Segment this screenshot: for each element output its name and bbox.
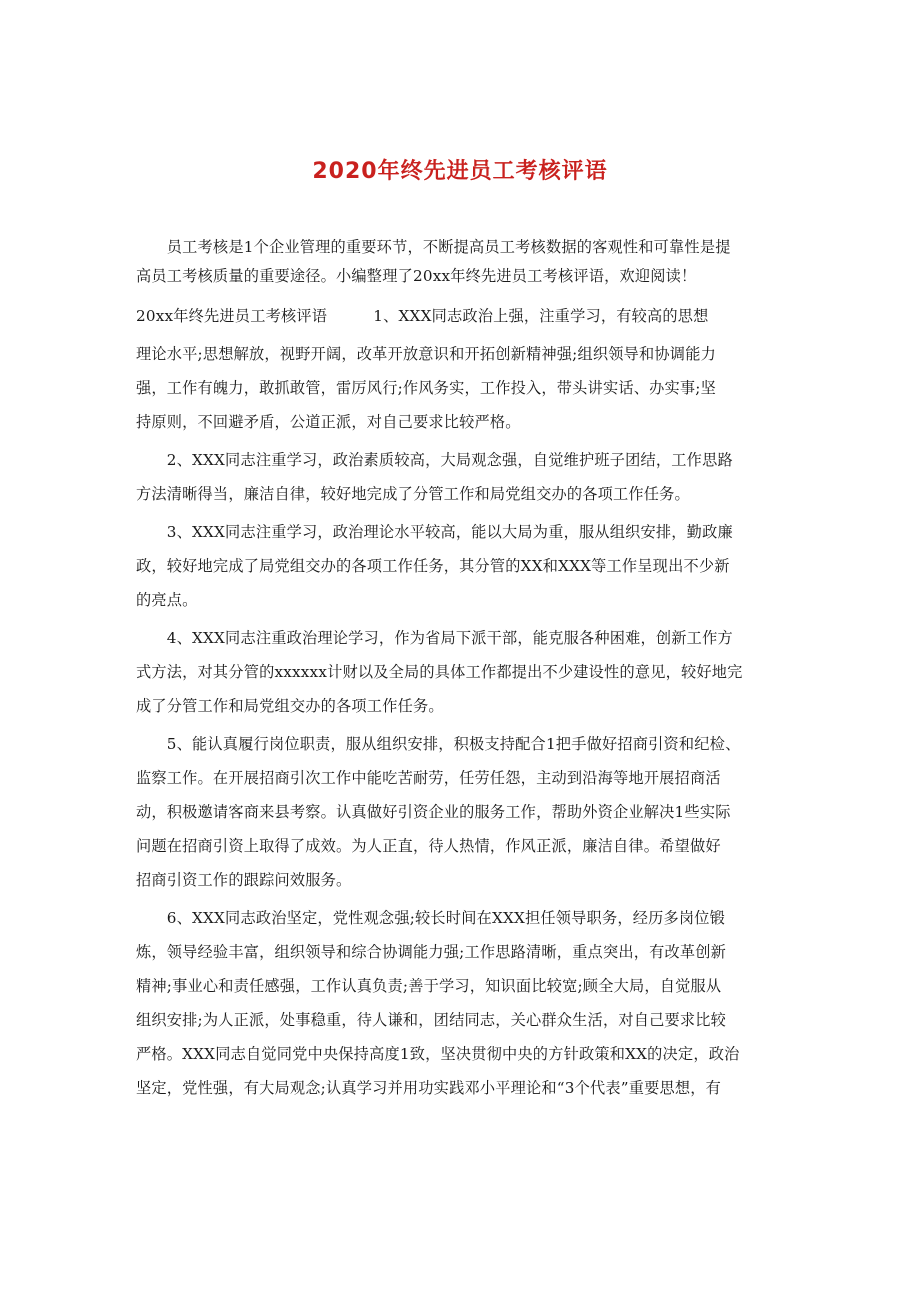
text-line: 组织安排;为人正派，处事稳重，待人谦和，团结同志，关心群众生活，对自己要求比较 bbox=[136, 1011, 727, 1029]
text-line: 精神;事业心和责任感强，工作认真负责;善于学习，知识面比较宽;顾全大局，自觉服从 bbox=[136, 977, 722, 995]
text-line: 2、XXX同志注重学习，政治素质较高，大局观念强，自觉维护班子团结，工作思路 bbox=[136, 451, 733, 469]
text-line: 持原则，不回避矛盾，公道正派，对自己要求比较严格。 bbox=[136, 413, 521, 431]
text-line: 招商引资工作的跟踪问效服务。 bbox=[136, 871, 352, 889]
text-line: 员工考核是1个企业管理的重要环节，不断提高员工考核数据的客观性和可靠性是提 bbox=[136, 238, 731, 256]
text-line: 4、XXX同志注重政治理论学习，作为省局下派干部，能克服各种困难，创新工作方 bbox=[136, 629, 733, 647]
text-line: 问题在招商引资上取得了成效。为人正直，待人热情，作风正派，廉洁自律。希望做好 bbox=[136, 837, 721, 855]
text-line: 强，工作有魄力，敢抓敢管，雷厉风行;作风务实，工作投入，带头讲实话、办实事;坚 bbox=[136, 379, 716, 397]
text-line: 动，积极邀请客商来县考察。认真做好引资企业的服务工作，帮助外资企业解决1些实际 bbox=[136, 803, 731, 821]
text-line: 成了分管工作和局党组交办的各项工作任务。 bbox=[136, 697, 444, 715]
text-line: 式方法，对其分管的xxxxxx计财以及全局的具体工作都提出不少建设性的意见，较好地完 bbox=[136, 663, 743, 681]
text-line: 的亮点。 bbox=[136, 591, 198, 609]
text-line: 坚定，党性强，有大局观念;认真学习并用功实践邓小平理论和“3个代表”重要思想，有 bbox=[136, 1079, 722, 1097]
text-line: 方法清晰得当，廉洁自律，较好地完成了分管工作和局党组交办的各项工作任务。 bbox=[136, 485, 690, 503]
text-line: 6、XXX同志政治坚定，党性观念强;较长时间在XXX担任领导职务，经历多岗位锻 bbox=[136, 909, 726, 927]
text-line: 政，较好地完成了局党组交办的各项工作任务，其分管的XX和XXX等工作呈现出不少新 bbox=[136, 557, 730, 575]
document-title: 2020年终先进员工考核评语 bbox=[312, 159, 608, 184]
text-line: 3、XXX同志注重学习，政治理论水平较高，能以大局为重，服从组织安排，勤政廉 bbox=[136, 523, 733, 541]
text-line: 监察工作。在开展招商引次工作中能吃苦耐劳，任劳任怨，主动到沿海等地开展招商活 bbox=[136, 769, 721, 787]
text-line: 高员工考核质量的重要途径。小编整理了20xx年终先进员工考核评语，欢迎阅读！ bbox=[136, 267, 697, 285]
text-line: 5、能认真履行岗位职责，服从组织安排，积极支持配合1把手做好招商引资和纪检、 bbox=[136, 735, 741, 753]
text-line: 炼，领导经验丰富，组织领导和综合协调能力强;工作思路清晰，重点突出，有改革创新 bbox=[136, 943, 727, 961]
text-line: 理论水平;思想解放，视野开阔，改革开放意识和开拓创新精神强;组织领导和协调能力 bbox=[136, 345, 716, 363]
text-line: 严格。XXX同志自觉同党中央保持高度1致，坚决贯彻中央的方针政策和XX的决定，政治 bbox=[136, 1045, 740, 1063]
text-line: 20xx年终先进员工考核评语 1、XXX同志政治上强，注重学习，有较高的思想 bbox=[136, 307, 709, 325]
